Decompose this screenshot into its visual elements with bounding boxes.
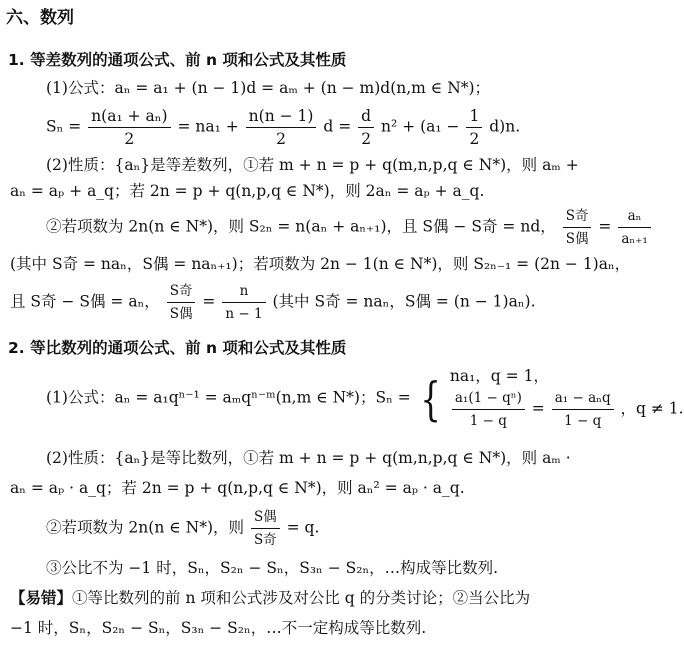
- error-note-line2: −1 时，Sₙ，S₂ₙ − Sₙ，S₃ₙ − S₂ₙ，…不一定构成等比数列.: [10, 619, 427, 637]
- sn-mid3: n² + (a₁ −: [381, 117, 460, 136]
- s2-property-line1: (2)性质：{aₙ}是等比数列，①若 m + n = p + q(m,n,p,q ∈ N*)，则 aₘ ·: [46, 449, 571, 467]
- s1-prop2-line3-text: 且 S奇 − S偶 = aₙ，: [10, 292, 160, 311]
- s2-formula: [46, 365, 684, 432]
- s1-prop2-eq2: =: [202, 292, 216, 311]
- s2-property2: [46, 506, 319, 551]
- sn-fraction-4: $\frac{1}{2}$: [466, 105, 482, 150]
- s1-property-line1: (2)性质：{aₙ}是等差数列，①若 m + n = p + q(m,n,p,q ∈ N*)，则 aₘ +: [46, 156, 579, 174]
- s2-sn-cases: [450, 365, 684, 432]
- error-label: 【易错】: [10, 589, 73, 607]
- s1-prop2-eq: =: [598, 217, 612, 236]
- s1-prop2-text: ②若项数为 2n(n ∈ N*)，则 S₂ₙ = n(aₙ + aₙ₊₁)，且 S偶 − S奇 = nd，: [46, 217, 556, 236]
- s1-formula-an: (1)公式：aₙ = a₁ + (n − 1)d = aₘ + (n − m)d(n,m ∈ N*)；: [46, 79, 491, 97]
- s2-case-2: [450, 387, 684, 432]
- page-title: 六、数列: [6, 8, 74, 28]
- s1-property2-line1: [46, 205, 653, 250]
- sn-mid: = na₁ +: [177, 117, 239, 136]
- s2-case2-eq: =: [531, 399, 545, 418]
- s1-prop2-fraction-n: $\frac{n}{n - 1}$: [222, 280, 265, 325]
- sn-fraction-1: $\frac{\text{n(a₁ + aₙ)}}{2}$: [88, 105, 170, 150]
- s1-property2-line3: [10, 280, 536, 325]
- section-2-heading: 2. 等比数列的通项公式、前 n 项和公式及其性质: [8, 339, 347, 357]
- section-1-heading: 1. 等差数列的通项公式、前 n 项和公式及其性质: [8, 51, 347, 69]
- s1-prop2-fraction-s2: $\frac{\text{S奇}}{\text{S偶}}$: [167, 280, 196, 325]
- sn-mid2: d =: [323, 117, 352, 136]
- s1-prop2-line3-end: (其中 S奇 = naₙ，S偶 = (n − 1)aₙ).: [272, 292, 536, 311]
- left-brace-icon: {: [420, 371, 441, 426]
- s2-prop2-end: = q.: [286, 518, 320, 537]
- s2-case2-end: ，q ≠ 1.: [620, 399, 684, 418]
- sn-end: d)n.: [489, 117, 521, 136]
- s1-property2-line2: (其中 S奇 = naₙ，S偶 = naₙ₊₁)；若项数为 2n − 1(n ∈ N*)，则 S₂ₙ₋₁ = (2n − 1)aₙ，: [10, 255, 631, 273]
- sn-fraction-2: $\frac{n(n - 1)}{2}$: [246, 105, 317, 150]
- s1-prop2-fraction-s: $\frac{\text{S奇}}{\text{S偶}}$: [563, 205, 592, 250]
- s2-case2-fraction-2: $\frac{\text{a₁ − aₙq}}{1 - q}$: [552, 387, 614, 432]
- s1-property-line2: aₙ = aₚ + a_q；若 2n = p + q(n,p,q ∈ N*)，则 2aₙ = aₚ + a_q.: [10, 182, 485, 200]
- s1-formula-sn: [46, 105, 520, 150]
- s2-case-1: na₁，q = 1，: [449, 367, 549, 385]
- sn-lhs: Sₙ =: [46, 117, 82, 136]
- s2-case2-fraction-1: $\frac{\text{a₁(1 − qⁿ)}}{1 - q}$: [452, 387, 525, 432]
- s2-property3: ③公比不为 −1 时，Sₙ，S₂ₙ − Sₙ，S₃ₙ − S₂ₙ，…构成等比数列.: [46, 559, 499, 577]
- s2-formula-text: (1)公式：aₙ = a₁qⁿ⁻¹ = aₘqⁿ⁻ᵐ(n,m ∈ N*)；Sₙ =: [46, 388, 411, 407]
- s2-property-line2: aₙ = aₚ · a_q；若 2n = p + q(n,p,q ∈ N*)，则 aₙ² = aₚ · a_q.: [10, 479, 465, 497]
- sn-fraction-3: $\frac{d}{2}$: [358, 105, 374, 150]
- s2-prop2-text: ②若项数为 2n(n ∈ N*)，则: [46, 518, 244, 537]
- error-text-1: ①等比数列的前 n 项和公式涉及对公比 q 的分类讨论；②当公比为: [72, 589, 531, 607]
- error-note-line1: [10, 588, 530, 608]
- s1-prop2-fraction-a: $\frac{\text{aₙ}}{\text{aₙ₊₁}}$: [618, 205, 650, 250]
- s2-prop2-fraction: $\frac{\text{S偶}}{\text{S奇}}$: [251, 506, 280, 551]
